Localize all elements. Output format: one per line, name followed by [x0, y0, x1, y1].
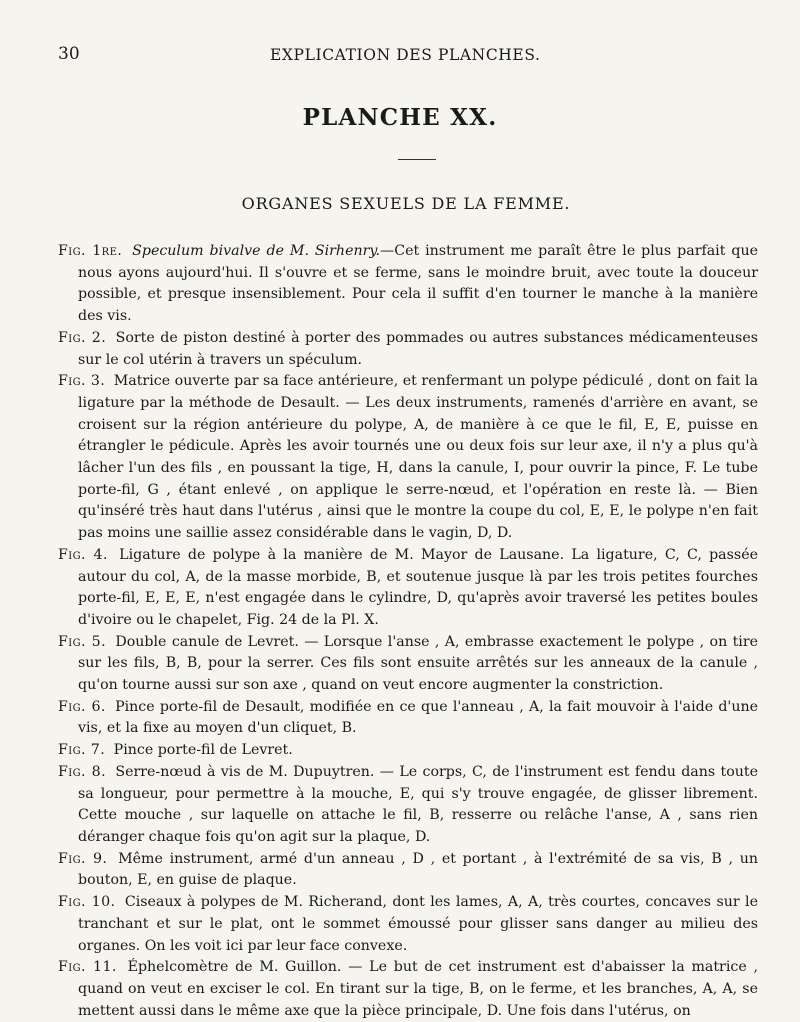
- figure-text: —Cet instrument me paraît être le plus parfait que nous ayons aujourd'hui. Il s'ouvre et se ferme, sans le moindre bruit, avec toute la douceur possible, et presque insensiblement. Pour cela il suffit d'en tourner le manche à la manière des vis.: [78, 243, 758, 325]
- figure-label: Fig. 3.: [58, 373, 106, 390]
- figure-text: Ligature de polype à la manière de M. Mayor de Lausane. La ligature, C, C, passée autour du col, A, de la masse morbide, B, et soutenue jusque là par les trois petites fourches porte-fil, E, E, E, n'est engagée dans le cylindre, D, qu'après avoir traversé les petites boules d'ivoire ou le chapelet, Fig. 24 de la Pl. X.: [78, 546, 758, 628]
- figure-label: Fig. 2.: [58, 329, 107, 346]
- figure-text: Pince porte-fil de Desault, modifiée en ce que l'anneau , A, la fait mouvoir à l'aide d'une vis, et la fixe au moyen d'un cliquet, B.: [78, 698, 758, 737]
- page-number: 30: [58, 44, 80, 64]
- figure-label: Fig. 8.: [58, 763, 106, 780]
- figure-entry: [58, 545, 758, 632]
- figure-explanations: [58, 241, 758, 1022]
- figure-text: Double canule de Levret. — Lorsque l'anse , A, embrasse exactement le polype , on tire sur les fils, B, B, pour la serrer. Ces fils sont ensuite arrêtés sur les anneaux de la canule , qu'on tourne aussi sur son axe , quand on veut encore augmenter la constriction.: [78, 633, 758, 694]
- figure-text: Ciseaux à polypes de M. Richerand, dont les lames, A, A, très courtes, concaves sur le tranchant et sur le plat, ont le sommet émoussé pour glisser sans danger au milieu des organes. On les voit ici par leur face convexe.: [78, 894, 758, 954]
- page-header: [58, 44, 798, 68]
- figure-entry: [58, 762, 758, 849]
- figure-entry: [58, 892, 758, 957]
- figure-entry: [58, 957, 758, 1022]
- figure-label: Fig. 11.: [58, 959, 117, 976]
- figure-label: Fig. 1re.: [58, 243, 123, 259]
- figure-text: Serre-nœud à vis de M. Dupuytren. — Le corps, C, de l'instrument est fendu dans toute sa longueur, pour permettre à la mouche, E, qui s'y trouve engagée, de glisser librement. Cette mouche , sur laquelle on attache le fil, B, resserre ou relâche l'anse, A , sans rien déranger chaque fois qu'on agit sur la plaque, D.: [78, 763, 758, 845]
- figure-entry: [58, 632, 758, 697]
- figure-label: Fig. 4.: [58, 546, 108, 563]
- figure-text: Pince porte-fil de Levret.: [113, 742, 293, 759]
- title-rule: [398, 159, 436, 160]
- figure-entry: [58, 371, 758, 545]
- figure-entry: [58, 697, 758, 740]
- figure-entry: [58, 740, 758, 762]
- figure-label: Fig. 10.: [58, 894, 116, 911]
- running-title: EXPLICATION DES PLANCHES.: [270, 46, 541, 64]
- figure-entry: [58, 328, 758, 371]
- figure-label: Fig. 6.: [58, 698, 106, 715]
- figure-text: Éphelcomètre de M. Guillon. — Le but de cet instrument est d'abaisser la matrice , quand on veut en exciser le col. En tirant sur la tige, B, on le ferme, et les branches, A, A, se mettent aussi dans le même axe que la pièce principale, D. Une fois dans l'utérus, on: [78, 959, 758, 1019]
- figure-text: Même instrument, armé d'un anneau , D , et portant , à l'extrémité de sa vis, B , un bouton, E, en guise de plaque.: [78, 850, 759, 889]
- plate-title: PLANCHE XX.: [302, 104, 498, 131]
- figure-text: Sorte de piston destiné à porter des pommades ou autres substances médicamenteuses sur le col utérin à travers un spéculum.: [78, 329, 758, 368]
- figure-title: Speculum bivalve de M. Sirhenry.: [132, 243, 381, 259]
- figure-entry: [58, 849, 758, 892]
- figure-entry: [58, 241, 758, 328]
- section-title: ORGANES SEXUELS DE LA FEMME.: [241, 194, 571, 213]
- figure-label: Fig. 9.: [58, 850, 108, 867]
- figure-text: Matrice ouverte par sa face antérieure, et renfermant un polype pédiculé , dont on fait la ligature par la méthode de Desault. — Les deux instruments, ramenés d'arrière en avant, se croisent sur la région antérieure du polype, A, de manière à ce que le fil, E, E, puisse en étrangler le pédicule. Après les avoir tournés une ou deux fois sur leur axe, il n'y a plus qu'à lâcher l'un des fils , en poussant la tige, H, dans la canule, I, pour ouvrir la pince, F. Le tube porte-fil, G , étant enlevé , on applique le serre-nœud, et l'opération en reste là. — Bien qu'inséré très haut dans l'utérus , ainsi que le montre la coupe du col, E, E, le polype n'en fait pas moins une saillie assez considérable dans le vagin, D, D.: [78, 373, 758, 542]
- figure-label: Fig. 7.: [58, 742, 106, 759]
- figure-label: Fig. 5.: [58, 633, 106, 650]
